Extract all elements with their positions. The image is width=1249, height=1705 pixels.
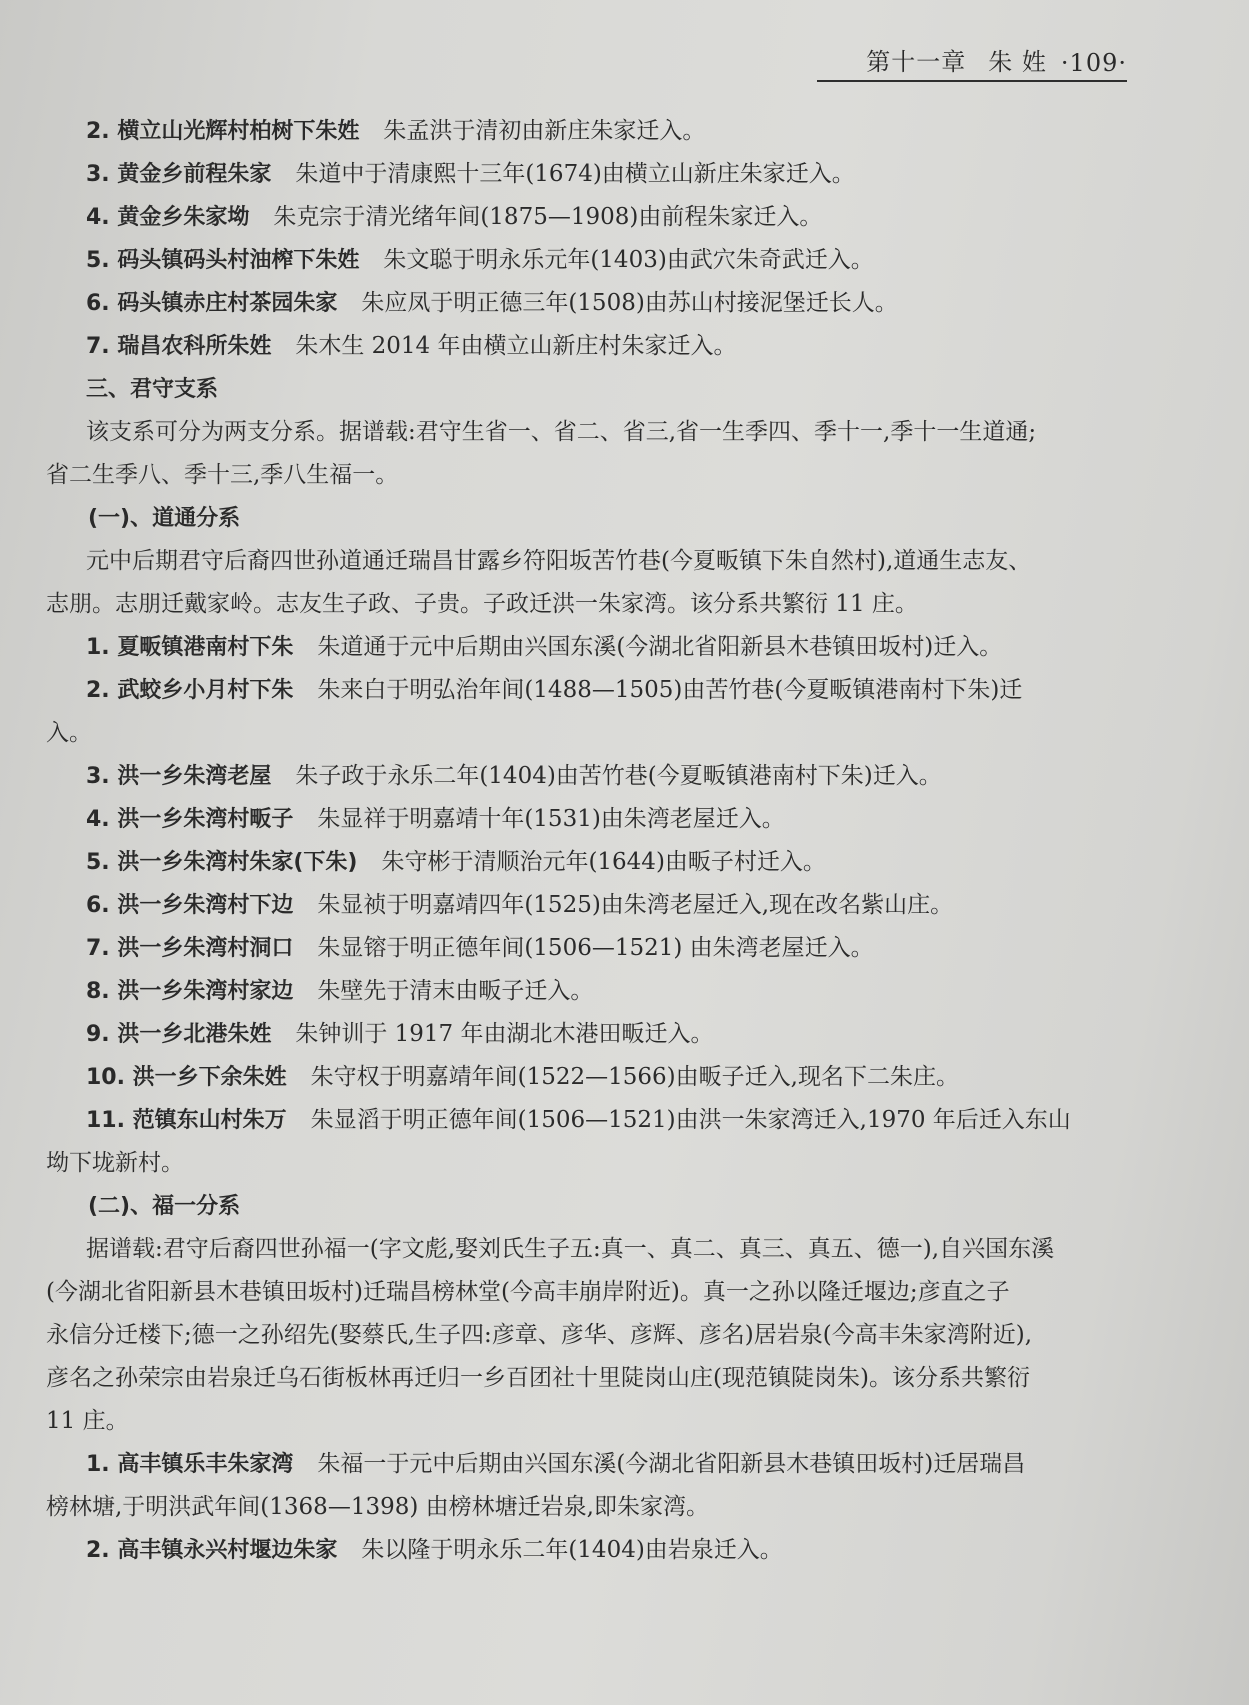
list-item [46,841,1146,884]
list-item [46,196,1146,239]
migration-note: 朱显祯于明嘉靖四年(1525)由朱湾老屋迁入,现在改名紫山庄。 [317,892,954,918]
list-item [46,1443,1146,1486]
village-name: 2. 高丰镇永兴村堰边朱家 [86,1538,338,1563]
migration-note: 朱孟洪于清初由新庄朱家迁入。 [383,118,706,144]
village-name: 6. 洪一乡朱湾村下边 [86,893,294,918]
list-item [46,110,1146,153]
list-item [46,755,1146,798]
village-name: 3. 黄金乡前程朱家 [86,162,272,187]
village-name: 2. 横立山光辉村柏树下朱姓 [86,119,360,144]
village-name: 7. 洪一乡朱湾村洞口 [86,936,294,961]
list-item [46,153,1146,196]
migration-note: 朱以隆于明永乐二年(1404)由岩泉迁入。 [361,1537,783,1563]
village-name: 5. 洪一乡朱湾村朱家(下朱) [86,850,358,875]
village-name: 5. 码头镇码头村油榨下朱姓 [86,248,360,273]
subsection-heading: (二)、福一分系 [88,1194,241,1219]
list-item [46,239,1146,282]
migration-note: 朱来白于明弘治年间(1488—1505)由苦竹巷(今夏畈镇港南村下朱)迁 [317,677,1023,703]
migration-note: 朱显镕于明正德年间(1506—1521) 由朱湾老屋迁入。 [317,935,874,961]
list-item-continuation: 入。 [46,720,92,746]
list-item [46,669,1146,712]
migration-note: 朱克宗于清光绪年间(1875—1908)由前程朱家迁入。 [273,204,823,230]
village-name: 8. 洪一乡朱湾村家边 [86,979,294,1004]
paragraph-line: 11 庄。 [46,1408,129,1434]
paragraph-line: 该支系可分为两支分系。据谱载:君守生省一、省二、省三,省一生季四、季十一,季十一生道通; [86,419,1037,445]
village-name: 11. 范镇东山村朱万 [86,1108,287,1133]
paragraph-line: (今湖北省阳新县木巷镇田坂村)迁瑞昌榜林堂(今高丰崩岸附近)。真一之孙以隆迁堰边;彦直之子 [46,1279,1010,1305]
list-item [46,282,1146,325]
migration-note: 朱文聪于明永乐元年(1403)由武穴朱奇武迁入。 [383,247,874,273]
chapter-surname: 朱 姓 [988,48,1047,76]
paragraph-line: 元中后期君守后裔四世孙道通迁瑞昌甘露乡符阳坂苦竹巷(今夏畈镇下朱自然村),道通生志友、 [86,548,1032,574]
paragraph-line: 永信分迁楼下;德一之孙绍先(娶蔡氏,生子四:彦章、彦华、彦辉、彦名)居岩泉(今高丰朱家湾附近), [46,1322,1033,1348]
migration-note: 朱福一于元中后期由兴国东溪(今湖北省阳新县木巷镇田坂村)迁居瑞昌 [317,1451,1026,1477]
migration-note: 朱钟训于 1917 年由湖北木港田畈迁入。 [295,1021,714,1047]
village-name: 2. 武蛟乡小月村下朱 [86,678,294,703]
list-item-continuation: 坳下垅新村。 [46,1150,184,1176]
running-header [817,44,1127,82]
list-item [46,1056,1146,1099]
migration-note: 朱守彬于清顺治元年(1644)由畈子村迁入。 [381,849,826,875]
section-heading: 三、君守支系 [86,377,219,402]
village-name: 10. 洪一乡下余朱姓 [86,1065,287,1090]
paragraph-line: 志朋。志朋迁戴家岭。志友生子政、子贵。子政迁洪一朱家湾。该分系共繁衍 11 庄。 [46,591,918,617]
list-item [46,1099,1146,1142]
migration-note: 朱应凤于明正德三年(1508)由苏山村接泥堡迁长人。 [361,290,898,316]
page-number: ·109· [1060,49,1127,77]
migration-note: 朱守权于明嘉靖年间(1522—1566)由畈子迁入,现名下二朱庄。 [310,1064,959,1090]
list-item [46,798,1146,841]
migration-note: 朱子政于永乐二年(1404)由苦竹巷(今夏畈镇港南村下朱)迁入。 [295,763,942,789]
page-body [46,110,1146,1572]
list-item [46,927,1146,970]
chapter-title: 第十一章 [866,48,967,76]
list-item [46,626,1146,669]
migration-note: 朱显祥于明嘉靖十年(1531)由朱湾老屋迁入。 [317,806,785,832]
list-item [46,325,1146,368]
village-name: 7. 瑞昌农科所朱姓 [86,334,272,359]
paragraph-line: 彦名之孙荣宗由岩泉迁乌石街板林再迁归一乡百团社十里陡岗山庄(现范镇陡岗朱)。该分系共繁衍 [46,1365,1030,1391]
village-name: 3. 洪一乡朱湾老屋 [86,764,272,789]
migration-note: 朱道中于清康熙十三年(1674)由横立山新庄朱家迁入。 [295,161,855,187]
village-name: 6. 码头镇赤庄村茶园朱家 [86,291,338,316]
village-name: 4. 洪一乡朱湾村畈子 [86,807,294,832]
list-item [46,1529,1146,1572]
paragraph-line: 省二生季八、季十三,季八生福一。 [46,462,399,488]
migration-note: 朱壁先于清末由畈子迁入。 [317,978,594,1004]
list-item [46,1013,1146,1056]
migration-note: 朱显滔于明正德年间(1506—1521)由洪一朱家湾迁入,1970 年后迁入东山 [310,1107,1071,1133]
list-item [46,970,1146,1013]
village-name: 9. 洪一乡北港朱姓 [86,1022,272,1047]
subsection-heading: (一)、道通分系 [88,506,241,531]
village-name: 1. 夏畈镇港南村下朱 [86,635,294,660]
migration-note: 朱木生 2014 年由横立山新庄村朱家迁入。 [295,333,737,359]
paragraph-line: 据谱载:君守后裔四世孙福一(字文彪,娶刘氏生子五:真一、真二、真三、真五、德一),自兴国东溪 [86,1236,1055,1262]
list-item-continuation: 榜林塘,于明洪武年间(1368—1398) 由榜林塘迁岩泉,即朱家湾。 [46,1494,709,1520]
list-item [46,884,1146,927]
migration-note: 朱道通于元中后期由兴国东溪(今湖北省阳新县木巷镇田坂村)迁入。 [317,634,1003,660]
village-name: 4. 黄金乡朱家坳 [86,205,250,230]
village-name: 1. 高丰镇乐丰朱家湾 [86,1452,294,1477]
